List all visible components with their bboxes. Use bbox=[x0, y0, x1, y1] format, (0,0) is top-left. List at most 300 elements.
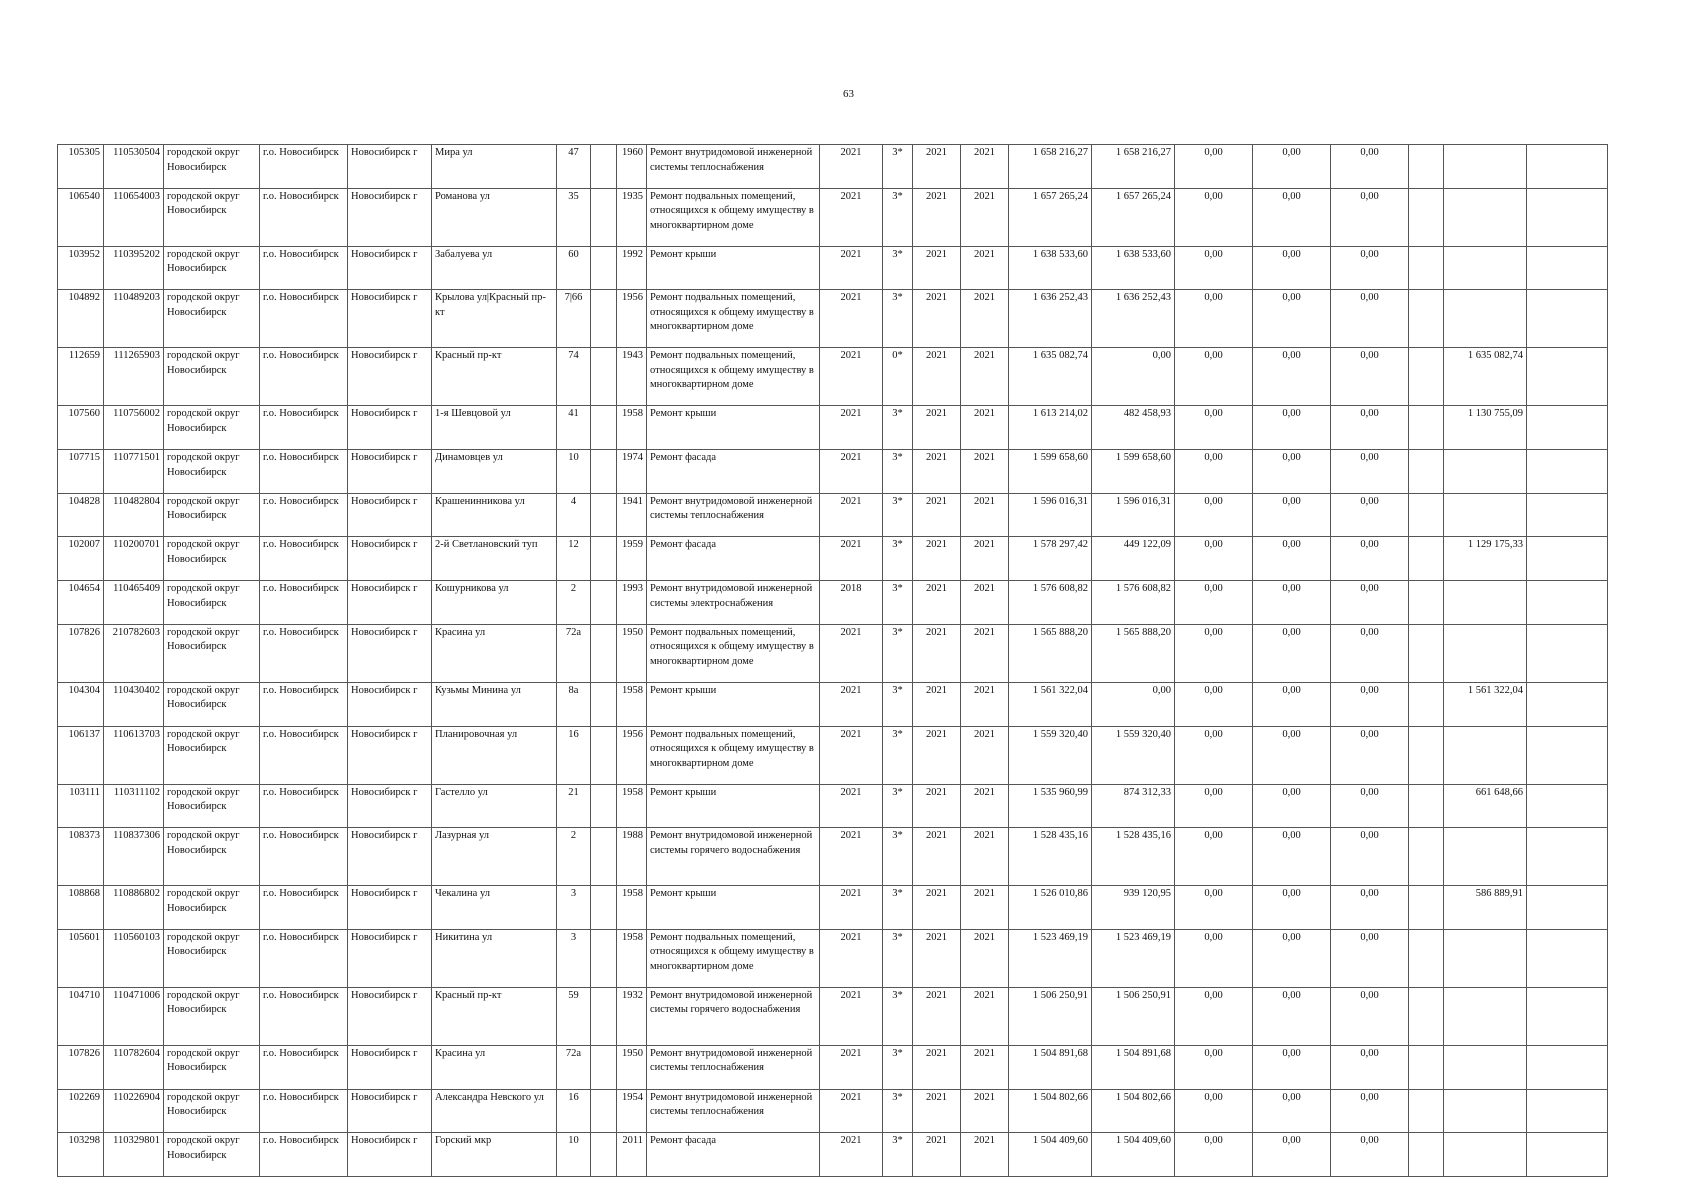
reserve-cell-cell bbox=[1409, 290, 1444, 348]
table-row bbox=[58, 726, 1608, 784]
municipality-cell: городской округ Новосибирск bbox=[164, 145, 260, 189]
district-cell: г.о. Новосибирск bbox=[260, 726, 348, 784]
municipality-cell: городской округ Новосибирск bbox=[164, 493, 260, 537]
object-id-cell: 110837306 bbox=[104, 828, 164, 886]
local-cost-cell: 0,00 bbox=[1331, 493, 1409, 537]
table-row bbox=[58, 188, 1608, 246]
priority-code-cell: 3* bbox=[883, 246, 913, 290]
street-cell: Романова ул bbox=[432, 188, 557, 246]
local-cost-cell: 0,00 bbox=[1331, 450, 1409, 494]
total-cost-cell: 1 636 252,43 bbox=[1009, 290, 1092, 348]
note-cell bbox=[1527, 682, 1608, 726]
regional-cost-cell: 0,00 bbox=[1253, 450, 1331, 494]
note-cell bbox=[1527, 406, 1608, 450]
plan-start-year-cell: 2021 bbox=[913, 581, 961, 625]
local-cost-cell: 0,00 bbox=[1331, 886, 1409, 930]
building-cell bbox=[591, 493, 617, 537]
district-cell: г.о. Новосибирск bbox=[260, 1133, 348, 1177]
owner-cost-cell bbox=[1444, 828, 1527, 886]
priority-code-cell: 3* bbox=[883, 450, 913, 494]
settlement-cell: Новосибирск г bbox=[348, 784, 432, 828]
note-cell bbox=[1527, 828, 1608, 886]
plan-end-year-cell: 2021 bbox=[961, 784, 1009, 828]
work-type-cell: Ремонт подвальных помещений, относящихся к общему имуществу в многоквартирном доме bbox=[647, 929, 820, 987]
object-id-cell: 110395202 bbox=[104, 246, 164, 290]
settlement-cell: Новосибирск г bbox=[348, 987, 432, 1045]
priority-code-cell: 3* bbox=[883, 581, 913, 625]
total-cost-cell: 1 504 891,68 bbox=[1009, 1045, 1092, 1089]
municipality-cell: городской округ Новосибирск bbox=[164, 537, 260, 581]
municipality-cell: городской округ Новосибирск bbox=[164, 1045, 260, 1089]
municipality-cell: городской округ Новосибирск bbox=[164, 828, 260, 886]
house-id-cell: 103298 bbox=[58, 1133, 104, 1177]
house-number-cell: 74 bbox=[557, 348, 591, 406]
build-year-cell: 1943 bbox=[617, 348, 647, 406]
note-cell bbox=[1527, 348, 1608, 406]
plan-start-year-cell: 2021 bbox=[913, 1133, 961, 1177]
local-cost-cell: 0,00 bbox=[1331, 929, 1409, 987]
local-cost-cell: 0,00 bbox=[1331, 348, 1409, 406]
settlement-cell: Новосибирск г bbox=[348, 581, 432, 625]
house-id-cell: 103952 bbox=[58, 246, 104, 290]
build-year-cell: 1974 bbox=[617, 450, 647, 494]
table-row bbox=[58, 784, 1608, 828]
regional-cost-cell: 0,00 bbox=[1253, 406, 1331, 450]
building-cell bbox=[591, 450, 617, 494]
fund-cost-cell: 1 504 409,60 bbox=[1092, 1133, 1175, 1177]
plan-end-year-cell: 2021 bbox=[961, 348, 1009, 406]
house-number-cell: 72а bbox=[557, 624, 591, 682]
build-year-cell: 1960 bbox=[617, 145, 647, 189]
building-cell bbox=[591, 624, 617, 682]
owner-cost-cell bbox=[1444, 188, 1527, 246]
municipality-cell: городской округ Новосибирск bbox=[164, 726, 260, 784]
plan-start-year-cell: 2021 bbox=[913, 406, 961, 450]
priority-code-cell: 3* bbox=[883, 188, 913, 246]
priority-code-cell: 3* bbox=[883, 1045, 913, 1089]
build-year-cell: 1958 bbox=[617, 406, 647, 450]
local-cost-cell: 0,00 bbox=[1331, 1089, 1409, 1133]
house-number-cell: 59 bbox=[557, 987, 591, 1045]
local-cost-cell: 0,00 bbox=[1331, 581, 1409, 625]
district-cell: г.о. Новосибирск bbox=[260, 145, 348, 189]
note-cell bbox=[1527, 886, 1608, 930]
district-cell: г.о. Новосибирск bbox=[260, 682, 348, 726]
street-cell: 1-я Шевцовой ул bbox=[432, 406, 557, 450]
table-row bbox=[58, 348, 1608, 406]
district-cell: г.о. Новосибирск bbox=[260, 624, 348, 682]
plan-start-year-cell: 2021 bbox=[913, 929, 961, 987]
regional-cost-cell: 0,00 bbox=[1253, 348, 1331, 406]
district-cell: г.о. Новосибирск bbox=[260, 886, 348, 930]
municipality-cell: городской округ Новосибирск bbox=[164, 624, 260, 682]
total-cost-cell: 1 526 010,86 bbox=[1009, 886, 1092, 930]
fund-cost-cell: 1 599 658,60 bbox=[1092, 450, 1175, 494]
house-id-cell: 102269 bbox=[58, 1089, 104, 1133]
settlement-cell: Новосибирск г bbox=[348, 886, 432, 930]
table-row bbox=[58, 290, 1608, 348]
object-id-cell: 110311102 bbox=[104, 784, 164, 828]
plan-end-year-cell: 2021 bbox=[961, 406, 1009, 450]
federal-cost-cell: 0,00 bbox=[1175, 581, 1253, 625]
local-cost-cell: 0,00 bbox=[1331, 987, 1409, 1045]
settlement-cell: Новосибирск г bbox=[348, 828, 432, 886]
plan-start-year-cell: 2021 bbox=[913, 726, 961, 784]
plan-end-year-cell: 2021 bbox=[961, 246, 1009, 290]
regional-cost-cell: 0,00 bbox=[1253, 145, 1331, 189]
street-cell: Александра Невского ул bbox=[432, 1089, 557, 1133]
house-number-cell: 8а bbox=[557, 682, 591, 726]
district-cell: г.о. Новосибирск bbox=[260, 406, 348, 450]
federal-cost-cell: 0,00 bbox=[1175, 246, 1253, 290]
work-type-cell: Ремонт подвальных помещений, относящихся к общему имуществу в многоквартирном доме bbox=[647, 348, 820, 406]
table-row bbox=[58, 246, 1608, 290]
reserve-cell-cell bbox=[1409, 1089, 1444, 1133]
house-id-cell: 108373 bbox=[58, 828, 104, 886]
building-cell bbox=[591, 406, 617, 450]
house-id-cell: 107715 bbox=[58, 450, 104, 494]
federal-cost-cell: 0,00 bbox=[1175, 348, 1253, 406]
build-year-cell: 1959 bbox=[617, 537, 647, 581]
owner-cost-cell bbox=[1444, 450, 1527, 494]
owner-cost-cell: 661 648,66 bbox=[1444, 784, 1527, 828]
building-cell bbox=[591, 828, 617, 886]
settlement-cell: Новосибирск г bbox=[348, 450, 432, 494]
house-id-cell: 107560 bbox=[58, 406, 104, 450]
fund-cost-cell: 1 596 016,31 bbox=[1092, 493, 1175, 537]
street-cell: Чекалина ул bbox=[432, 886, 557, 930]
building-cell bbox=[591, 246, 617, 290]
total-cost-cell: 1 504 409,60 bbox=[1009, 1133, 1092, 1177]
object-id-cell: 110471006 bbox=[104, 987, 164, 1045]
object-id-cell: 110465409 bbox=[104, 581, 164, 625]
building-cell bbox=[591, 537, 617, 581]
plan-start-year-cell: 2021 bbox=[913, 145, 961, 189]
building-cell bbox=[591, 145, 617, 189]
owner-cost-cell bbox=[1444, 145, 1527, 189]
object-id-cell: 110329801 bbox=[104, 1133, 164, 1177]
municipality-cell: городской округ Новосибирск bbox=[164, 987, 260, 1045]
reserve-cell-cell bbox=[1409, 188, 1444, 246]
total-cost-cell: 1 504 802,66 bbox=[1009, 1089, 1092, 1133]
federal-cost-cell: 0,00 bbox=[1175, 406, 1253, 450]
reserve-cell-cell bbox=[1409, 726, 1444, 784]
municipality-cell: городской округ Новосибирск bbox=[164, 929, 260, 987]
owner-cost-cell bbox=[1444, 624, 1527, 682]
house-id-cell: 106137 bbox=[58, 726, 104, 784]
plan-end-year-cell: 2021 bbox=[961, 1089, 1009, 1133]
federal-cost-cell: 0,00 bbox=[1175, 624, 1253, 682]
work-type-cell: Ремонт внутридомовой инженерной системы теплоснабжения bbox=[647, 1045, 820, 1089]
object-id-cell: 110226904 bbox=[104, 1089, 164, 1133]
plan-end-year-cell: 2021 bbox=[961, 493, 1009, 537]
street-cell: Красный пр-кт bbox=[432, 987, 557, 1045]
district-cell: г.о. Новосибирск bbox=[260, 290, 348, 348]
priority-code-cell: 0* bbox=[883, 348, 913, 406]
priority-code-cell: 3* bbox=[883, 682, 913, 726]
building-cell bbox=[591, 290, 617, 348]
total-cost-cell: 1 506 250,91 bbox=[1009, 987, 1092, 1045]
object-id-cell: 210782603 bbox=[104, 624, 164, 682]
fund-cost-cell: 1 657 265,24 bbox=[1092, 188, 1175, 246]
table-row bbox=[58, 581, 1608, 625]
table-row bbox=[58, 987, 1608, 1045]
reserve-cell-cell bbox=[1409, 581, 1444, 625]
build-year-cell: 1954 bbox=[617, 1089, 647, 1133]
total-cost-cell: 1 658 216,27 bbox=[1009, 145, 1092, 189]
owner-cost-cell bbox=[1444, 246, 1527, 290]
last-repair-year-cell: 2021 bbox=[820, 1045, 883, 1089]
fund-cost-cell: 0,00 bbox=[1092, 682, 1175, 726]
house-number-cell: 3 bbox=[557, 929, 591, 987]
total-cost-cell: 1 599 658,60 bbox=[1009, 450, 1092, 494]
total-cost-cell: 1 565 888,20 bbox=[1009, 624, 1092, 682]
work-type-cell: Ремонт внутридомовой инженерной системы теплоснабжения bbox=[647, 493, 820, 537]
table-row bbox=[58, 1089, 1608, 1133]
build-year-cell: 1941 bbox=[617, 493, 647, 537]
plan-start-year-cell: 2021 bbox=[913, 828, 961, 886]
local-cost-cell: 0,00 bbox=[1331, 537, 1409, 581]
municipality-cell: городской округ Новосибирск bbox=[164, 450, 260, 494]
note-cell bbox=[1527, 246, 1608, 290]
object-id-cell: 110771501 bbox=[104, 450, 164, 494]
regional-cost-cell: 0,00 bbox=[1253, 188, 1331, 246]
plan-start-year-cell: 2021 bbox=[913, 1045, 961, 1089]
reserve-cell-cell bbox=[1409, 145, 1444, 189]
plan-start-year-cell: 2021 bbox=[913, 537, 961, 581]
table-row bbox=[58, 929, 1608, 987]
municipality-cell: городской округ Новосибирск bbox=[164, 1133, 260, 1177]
work-type-cell: Ремонт крыши bbox=[647, 784, 820, 828]
priority-code-cell: 3* bbox=[883, 145, 913, 189]
regional-cost-cell: 0,00 bbox=[1253, 1045, 1331, 1089]
local-cost-cell: 0,00 bbox=[1331, 290, 1409, 348]
work-type-cell: Ремонт подвальных помещений, относящихся к общему имуществу в многоквартирном доме bbox=[647, 624, 820, 682]
total-cost-cell: 1 559 320,40 bbox=[1009, 726, 1092, 784]
federal-cost-cell: 0,00 bbox=[1175, 1133, 1253, 1177]
last-repair-year-cell: 2021 bbox=[820, 348, 883, 406]
work-type-cell: Ремонт внутридомовой инженерной системы горячего водоснабжения bbox=[647, 987, 820, 1045]
local-cost-cell: 0,00 bbox=[1331, 246, 1409, 290]
house-number-cell: 60 bbox=[557, 246, 591, 290]
plan-start-year-cell: 2021 bbox=[913, 493, 961, 537]
federal-cost-cell: 0,00 bbox=[1175, 726, 1253, 784]
federal-cost-cell: 0,00 bbox=[1175, 828, 1253, 886]
total-cost-cell: 1 578 297,42 bbox=[1009, 537, 1092, 581]
regional-cost-cell: 0,00 bbox=[1253, 682, 1331, 726]
plan-end-year-cell: 2021 bbox=[961, 188, 1009, 246]
fund-cost-cell: 1 528 435,16 bbox=[1092, 828, 1175, 886]
settlement-cell: Новосибирск г bbox=[348, 493, 432, 537]
total-cost-cell: 1 561 322,04 bbox=[1009, 682, 1092, 726]
last-repair-year-cell: 2021 bbox=[820, 406, 883, 450]
building-cell bbox=[591, 929, 617, 987]
priority-code-cell: 3* bbox=[883, 828, 913, 886]
work-type-cell: Ремонт подвальных помещений, относящихся к общему имуществу в многоквартирном доме bbox=[647, 188, 820, 246]
object-id-cell: 110489203 bbox=[104, 290, 164, 348]
note-cell bbox=[1527, 145, 1608, 189]
work-type-cell: Ремонт внутридомовой инженерной системы горячего водоснабжения bbox=[647, 828, 820, 886]
build-year-cell: 2011 bbox=[617, 1133, 647, 1177]
local-cost-cell: 0,00 bbox=[1331, 682, 1409, 726]
work-type-cell: Ремонт крыши bbox=[647, 406, 820, 450]
federal-cost-cell: 0,00 bbox=[1175, 886, 1253, 930]
reserve-cell-cell bbox=[1409, 406, 1444, 450]
work-type-cell: Ремонт подвальных помещений, относящихся к общему имуществу в многоквартирном доме bbox=[647, 726, 820, 784]
note-cell bbox=[1527, 450, 1608, 494]
total-cost-cell: 1 535 960,99 bbox=[1009, 784, 1092, 828]
table-row bbox=[58, 145, 1608, 189]
last-repair-year-cell: 2018 bbox=[820, 581, 883, 625]
build-year-cell: 1932 bbox=[617, 987, 647, 1045]
object-id-cell: 110482804 bbox=[104, 493, 164, 537]
registry-body bbox=[58, 145, 1608, 1177]
owner-cost-cell bbox=[1444, 493, 1527, 537]
settlement-cell: Новосибирск г bbox=[348, 537, 432, 581]
street-cell: Кузьмы Минина ул bbox=[432, 682, 557, 726]
work-type-cell: Ремонт фасада bbox=[647, 1133, 820, 1177]
fund-cost-cell: 482 458,93 bbox=[1092, 406, 1175, 450]
plan-start-year-cell: 2021 bbox=[913, 450, 961, 494]
municipality-cell: городской округ Новосибирск bbox=[164, 188, 260, 246]
municipality-cell: городской округ Новосибирск bbox=[164, 246, 260, 290]
house-number-cell: 12 bbox=[557, 537, 591, 581]
regional-cost-cell: 0,00 bbox=[1253, 726, 1331, 784]
settlement-cell: Новосибирск г bbox=[348, 624, 432, 682]
district-cell: г.о. Новосибирск bbox=[260, 929, 348, 987]
district-cell: г.о. Новосибирск bbox=[260, 581, 348, 625]
object-id-cell: 111265903 bbox=[104, 348, 164, 406]
district-cell: г.о. Новосибирск bbox=[260, 1045, 348, 1089]
table-row bbox=[58, 1045, 1608, 1089]
build-year-cell: 1992 bbox=[617, 246, 647, 290]
house-id-cell: 107826 bbox=[58, 1045, 104, 1089]
object-id-cell: 110613703 bbox=[104, 726, 164, 784]
table-row bbox=[58, 624, 1608, 682]
last-repair-year-cell: 2021 bbox=[820, 1133, 883, 1177]
building-cell bbox=[591, 886, 617, 930]
municipality-cell: городской округ Новосибирск bbox=[164, 581, 260, 625]
owner-cost-cell bbox=[1444, 987, 1527, 1045]
house-number-cell: 41 bbox=[557, 406, 591, 450]
build-year-cell: 1950 bbox=[617, 1045, 647, 1089]
house-number-cell: 3 bbox=[557, 886, 591, 930]
reserve-cell-cell bbox=[1409, 450, 1444, 494]
owner-cost-cell: 1 130 755,09 bbox=[1444, 406, 1527, 450]
owner-cost-cell bbox=[1444, 1045, 1527, 1089]
district-cell: г.о. Новосибирск bbox=[260, 188, 348, 246]
federal-cost-cell: 0,00 bbox=[1175, 537, 1253, 581]
settlement-cell: Новосибирск г bbox=[348, 929, 432, 987]
priority-code-cell: 3* bbox=[883, 929, 913, 987]
last-repair-year-cell: 2021 bbox=[820, 929, 883, 987]
build-year-cell: 1958 bbox=[617, 682, 647, 726]
fund-cost-cell: 1 506 250,91 bbox=[1092, 987, 1175, 1045]
table-row bbox=[58, 828, 1608, 886]
fund-cost-cell: 1 636 252,43 bbox=[1092, 290, 1175, 348]
municipality-cell: городской округ Новосибирск bbox=[164, 406, 260, 450]
last-repair-year-cell: 2021 bbox=[820, 624, 883, 682]
local-cost-cell: 0,00 bbox=[1331, 828, 1409, 886]
house-id-cell: 105305 bbox=[58, 145, 104, 189]
fund-cost-cell: 1 559 320,40 bbox=[1092, 726, 1175, 784]
street-cell: Горский мкр bbox=[432, 1133, 557, 1177]
priority-code-cell: 3* bbox=[883, 886, 913, 930]
federal-cost-cell: 0,00 bbox=[1175, 1045, 1253, 1089]
street-cell: Динамовцев ул bbox=[432, 450, 557, 494]
building-cell bbox=[591, 581, 617, 625]
table-row bbox=[58, 493, 1608, 537]
reserve-cell-cell bbox=[1409, 493, 1444, 537]
build-year-cell: 1950 bbox=[617, 624, 647, 682]
house-number-cell: 2 bbox=[557, 581, 591, 625]
federal-cost-cell: 0,00 bbox=[1175, 145, 1253, 189]
street-cell: Мира ул bbox=[432, 145, 557, 189]
settlement-cell: Новосибирск г bbox=[348, 188, 432, 246]
plan-end-year-cell: 2021 bbox=[961, 1133, 1009, 1177]
table-row bbox=[58, 682, 1608, 726]
regional-cost-cell: 0,00 bbox=[1253, 1089, 1331, 1133]
settlement-cell: Новосибирск г bbox=[348, 1133, 432, 1177]
plan-start-year-cell: 2021 bbox=[913, 1089, 961, 1133]
house-id-cell: 106540 bbox=[58, 188, 104, 246]
owner-cost-cell: 1 129 175,33 bbox=[1444, 537, 1527, 581]
build-year-cell: 1935 bbox=[617, 188, 647, 246]
plan-start-year-cell: 2021 bbox=[913, 987, 961, 1045]
settlement-cell: Новосибирск г bbox=[348, 726, 432, 784]
settlement-cell: Новосибирск г bbox=[348, 1045, 432, 1089]
plan-end-year-cell: 2021 bbox=[961, 886, 1009, 930]
municipality-cell: городской округ Новосибирск bbox=[164, 682, 260, 726]
table-row bbox=[58, 886, 1608, 930]
federal-cost-cell: 0,00 bbox=[1175, 784, 1253, 828]
district-cell: г.о. Новосибирск bbox=[260, 348, 348, 406]
last-repair-year-cell: 2021 bbox=[820, 987, 883, 1045]
plan-end-year-cell: 2021 bbox=[961, 929, 1009, 987]
house-id-cell: 105601 bbox=[58, 929, 104, 987]
building-cell bbox=[591, 1045, 617, 1089]
reserve-cell-cell bbox=[1409, 1133, 1444, 1177]
district-cell: г.о. Новосибирск bbox=[260, 537, 348, 581]
last-repair-year-cell: 2021 bbox=[820, 784, 883, 828]
federal-cost-cell: 0,00 bbox=[1175, 450, 1253, 494]
fund-cost-cell: 874 312,33 bbox=[1092, 784, 1175, 828]
house-id-cell: 112659 bbox=[58, 348, 104, 406]
fund-cost-cell: 1 523 469,19 bbox=[1092, 929, 1175, 987]
plan-start-year-cell: 2021 bbox=[913, 188, 961, 246]
work-type-cell: Ремонт крыши bbox=[647, 886, 820, 930]
note-cell bbox=[1527, 1089, 1608, 1133]
build-year-cell: 1988 bbox=[617, 828, 647, 886]
plan-end-year-cell: 2021 bbox=[961, 537, 1009, 581]
regional-cost-cell: 0,00 bbox=[1253, 828, 1331, 886]
regional-cost-cell: 0,00 bbox=[1253, 246, 1331, 290]
building-cell bbox=[591, 188, 617, 246]
note-cell bbox=[1527, 537, 1608, 581]
house-number-cell: 47 bbox=[557, 145, 591, 189]
settlement-cell: Новосибирск г bbox=[348, 290, 432, 348]
total-cost-cell: 1 523 469,19 bbox=[1009, 929, 1092, 987]
regional-cost-cell: 0,00 bbox=[1253, 624, 1331, 682]
note-cell bbox=[1527, 987, 1608, 1045]
local-cost-cell: 0,00 bbox=[1331, 145, 1409, 189]
plan-end-year-cell: 2021 bbox=[961, 828, 1009, 886]
regional-cost-cell: 0,00 bbox=[1253, 929, 1331, 987]
last-repair-year-cell: 2021 bbox=[820, 450, 883, 494]
local-cost-cell: 0,00 bbox=[1331, 188, 1409, 246]
priority-code-cell: 3* bbox=[883, 726, 913, 784]
municipality-cell: городской округ Новосибирск bbox=[164, 886, 260, 930]
